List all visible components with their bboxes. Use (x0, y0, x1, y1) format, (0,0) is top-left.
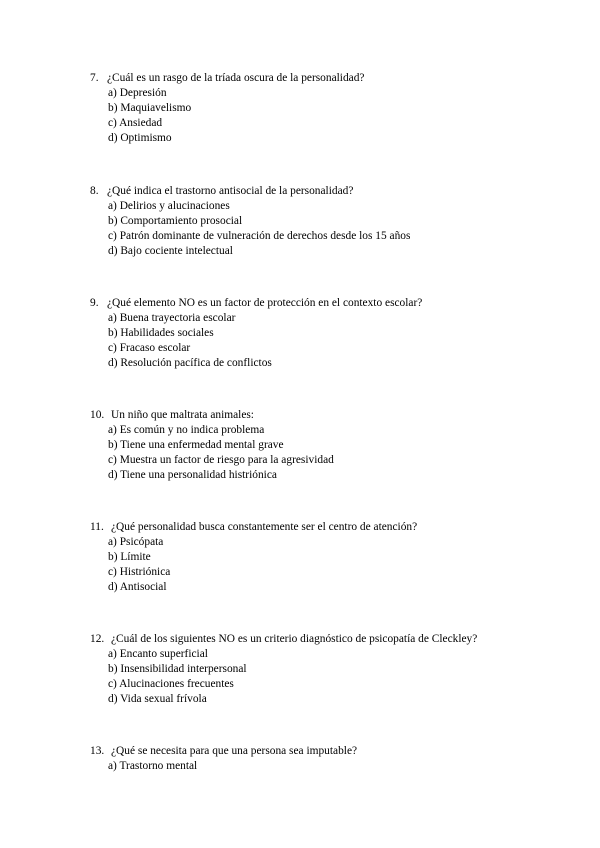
question-11 (90, 520, 580, 595)
question-title: ¿Qué elemento NO es un factor de protección en el contexto escolar? (107, 297, 423, 309)
option-c: c) Muestra un factor de riesgo para la agresividad (108, 454, 334, 466)
option-a: a) Es común y no indica problema (108, 424, 265, 436)
option-list (90, 311, 580, 371)
option-b: b) Insensibilidad interpersonal (108, 663, 247, 675)
option-b: b) Maquiavelismo (108, 102, 192, 114)
option-list (90, 759, 580, 774)
option-d: d) Vida sexual frívola (108, 693, 207, 705)
option-a: a) Delirios y alucinaciones (108, 200, 230, 212)
question-title: ¿Cuál de los siguientes NO es un criterio diagnóstico de psicopatía de Cleckley? (111, 633, 478, 645)
question-text (90, 296, 580, 311)
option-d: d) Optimismo (108, 132, 172, 144)
option-c: c) Fracaso escolar (108, 342, 191, 354)
question-text (90, 632, 580, 647)
option-a: a) Encanto superficial (108, 648, 208, 660)
option-d: d) Tiene una personalidad histriónica (108, 469, 277, 481)
question-13 (90, 744, 580, 774)
question-8 (90, 184, 580, 259)
option-a: a) Depresión (108, 87, 167, 99)
question-number: 7. (90, 72, 99, 84)
question-text (90, 520, 580, 535)
question-title: Un niño que maltrata animales: (111, 409, 254, 421)
question-title: ¿Qué indica el trastorno antisocial de la personalidad? (107, 185, 354, 197)
option-a: a) Buena trayectoria escolar (108, 312, 236, 324)
question-number: 9. (90, 297, 99, 309)
question-12 (90, 632, 580, 707)
question-title: ¿Cuál es un rasgo de la tríada oscura de la personalidad? (107, 72, 365, 84)
question-text (90, 71, 580, 86)
option-b: b) Comportamiento prosocial (108, 215, 243, 227)
question-9 (90, 296, 580, 371)
option-b: b) Límite (108, 551, 151, 563)
option-a: a) Trastorno mental (108, 760, 198, 772)
question-text (90, 408, 580, 423)
question-title: ¿Qué se necesita para que una persona sea imputable? (111, 745, 358, 757)
option-list (90, 535, 580, 595)
option-d: d) Antisocial (108, 581, 167, 593)
option-b: b) Tiene una enfermedad mental grave (108, 439, 284, 451)
option-c: c) Histriónica (108, 566, 171, 578)
question-number: 10. (90, 409, 105, 421)
question-10 (90, 408, 580, 483)
option-d: d) Resolución pacífica de conflictos (108, 357, 272, 369)
option-c: c) Alucinaciones frecuentes (108, 678, 234, 690)
option-list (90, 86, 580, 146)
question-number: 12. (90, 633, 105, 645)
option-c: c) Ansiedad (108, 117, 163, 129)
question-number: 11. (90, 521, 104, 533)
option-b: b) Habilidades sociales (108, 327, 214, 339)
question-text (90, 184, 580, 199)
question-number: 13. (90, 745, 105, 757)
option-list (90, 647, 580, 707)
option-d: d) Bajo cociente intelectual (108, 245, 233, 257)
question-text (90, 744, 580, 759)
question-title: ¿Qué personalidad busca constantemente ser el centro de atención? (111, 521, 418, 533)
option-a: a) Psicópata (108, 536, 164, 548)
option-list (90, 423, 580, 483)
question-number: 8. (90, 185, 99, 197)
option-c: c) Patrón dominante de vulneración de derechos desde los 15 años (108, 230, 411, 242)
option-list (90, 199, 580, 259)
question-7 (90, 71, 580, 146)
